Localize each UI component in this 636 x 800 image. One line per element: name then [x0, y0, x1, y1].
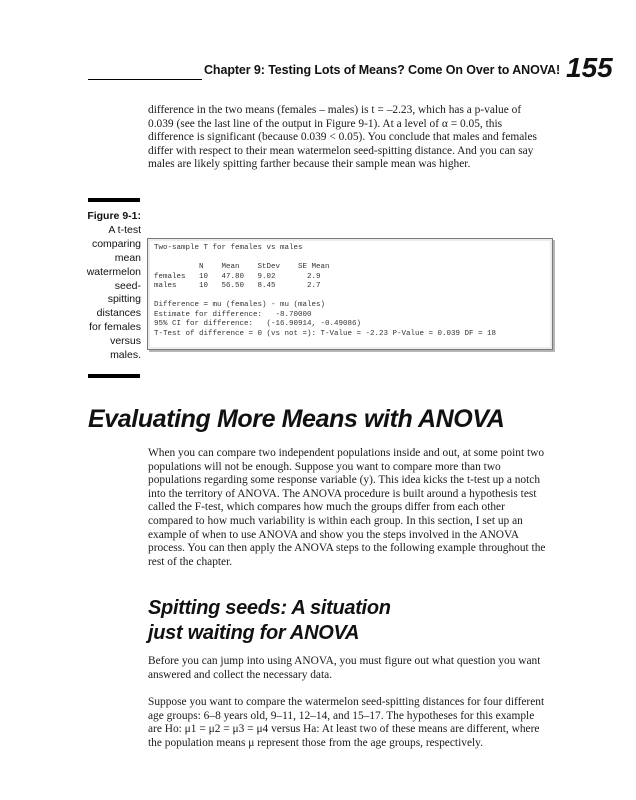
- anova-intro-paragraph-text: When you can compare two independent populations inside and out, at some point two populations will not be enough. Suppose you want to compare more than two populations regarding some response variable (y). This idea kicks the t-test up a notch into the territory of ANOVA. The ANOVA procedure is built around a hypothesis test called the F-test, which compares how much the groups differ from each other compared to how much variability is within each group. In this section, I set up an example of when to use ANOVA and show you the steps involved in the ANOVA process. You can then apply the ANOVA steps to the following example throughout the rest of the chapter.: [148, 447, 546, 568]
- section-heading-line-1: Spitting seeds: A situation: [148, 597, 391, 619]
- intro-paragraph-text: difference in the two means (females – males) is t = –2.23, which has a p-value of 0.039 (see the last line of the output in Figure 9-1). At a level of α = 0.05, this difference is significant (because 0.039 < 0.05). You conclude that males and females differ with respect to their mean watermelon seed-spitting distance. And you can say males are likely spitting farther because their sample mean was higher.: [148, 104, 537, 171]
- anova-intro-paragraph: [148, 447, 548, 569]
- figure-caption-text: A t-test comparing mean watermelon seed-spitting distances for females versus males.: [86, 223, 141, 362]
- question-paragraph: [148, 655, 548, 682]
- statistical-output-box: [147, 238, 553, 350]
- figure-label: Figure 9-1:: [87, 210, 141, 222]
- header-rule: [88, 79, 202, 80]
- hypotheses-paragraph: [148, 696, 548, 750]
- question-paragraph-text: Before you can jump into using ANOVA, you must figure out what question you want answered and collect the necessary data.: [148, 655, 541, 681]
- section-heading-line-2: just waiting for ANOVA: [148, 622, 360, 644]
- hypotheses-paragraph-text: Suppose you want to compare the watermelon seed-spitting distances for four different age groups: 6–8 years old, 9–11, 12–14, and 15–17. The hypotheses for this example are Ho: μ1 = μ2 = μ3 = μ4 versus Ha: At least two of these means are different, where the population means μ represent those from the age groups, respectively.: [148, 696, 545, 749]
- section-heading-evaluating-anova: Evaluating More Means with ANOVA: [88, 405, 505, 433]
- figure-top-rule: [88, 198, 140, 202]
- figure-bottom-rule: [88, 374, 140, 378]
- statistical-output-text: Two-sample T for females vs males N Mean StDev SE Mean females 10 47.80 9.02 2.9 males 10 56.50 8.45 2.7 Difference = mu (females) - mu (males) Estimate for difference: -8.70000 95% CI for difference: (-16.90914, -0.49086) T-Test of difference = 0 (vs not =): T-Value = -2.23 P-Value = 0.039 DF = 18: [154, 244, 497, 338]
- section-heading-spitting-seeds: [148, 596, 568, 646]
- figure-caption: [84, 210, 141, 363]
- page-number: 155: [566, 52, 613, 83]
- intro-paragraph: [148, 104, 548, 172]
- chapter-title: Chapter 9: Testing Lots of Means? Come On Over to ANOVA!: [204, 63, 561, 77]
